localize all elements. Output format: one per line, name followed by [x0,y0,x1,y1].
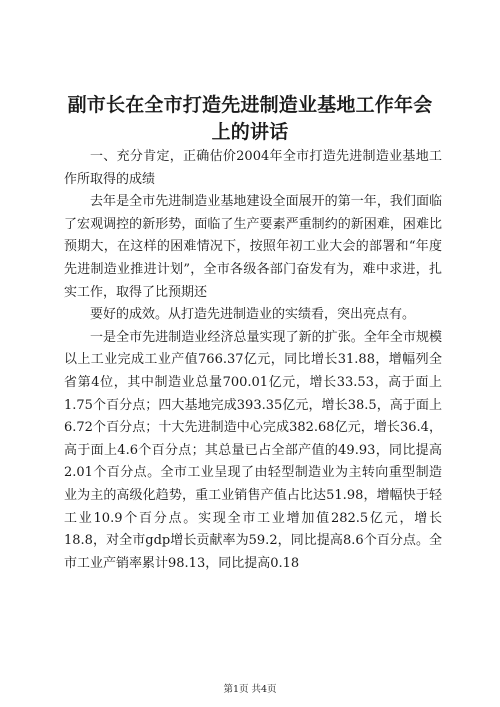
body-paragraph: 去年是全市先进制造业基地建设全面展开的第一年，我们面临了宏观调控的新形势，面临了生产要素严重制约的新困难，困难比预期大，在这样的困难情况下，按照年初工业大会的部署和“年度先进制造业推进计划”，全市各级各部门奋发有为，难中求进，扎实工作，取得了比预期还 [64,194,442,300]
body-paragraph: 要好的成效。从打造先进制造业的实绩看，突出亮点有。 [90,307,416,323]
document-body [64,146,442,575]
body-paragraph: 一是全市先进制造业经济总量实现了新的扩张。全年全市规模以上工业完成工业产值766.37亿元，同比增长31.88，增幅列全省第4位，其中制造业总量700.01亿元，增长33.53，高于面上1.75个百分点；四大基地完成393.35亿元，增长38.5，高于面上6.72个百分点；十大先进制造中心完成382.68亿元，增长36.4，高于面上4.6个百分点；其总量已占全部产值的49.93，同比提高2.01个百分点。全市工业呈现了由轻型制造业为主转向重型制造业为主的高级化趋势，重工业销售产值占比达51.98，增幅快于轻工业10.9个百分点。实现全市工业增加值282.5亿元，增长18.8，对全市gdp增长贡献率为59.2，同比提高8.6个百分点。全市工业产销率累计98.13，同比提高0.18 [64,329,442,571]
document-title: 副市长在全市打造先进制造业基地工作年会上的讲话 [67,94,433,143]
section-heading-paragraph: 一、充分肯定，正确估价2004年全市打造先进制造业基地工作所取得的成绩 [64,149,442,187]
page-number-footer: 第1页 共4页 [223,684,277,695]
